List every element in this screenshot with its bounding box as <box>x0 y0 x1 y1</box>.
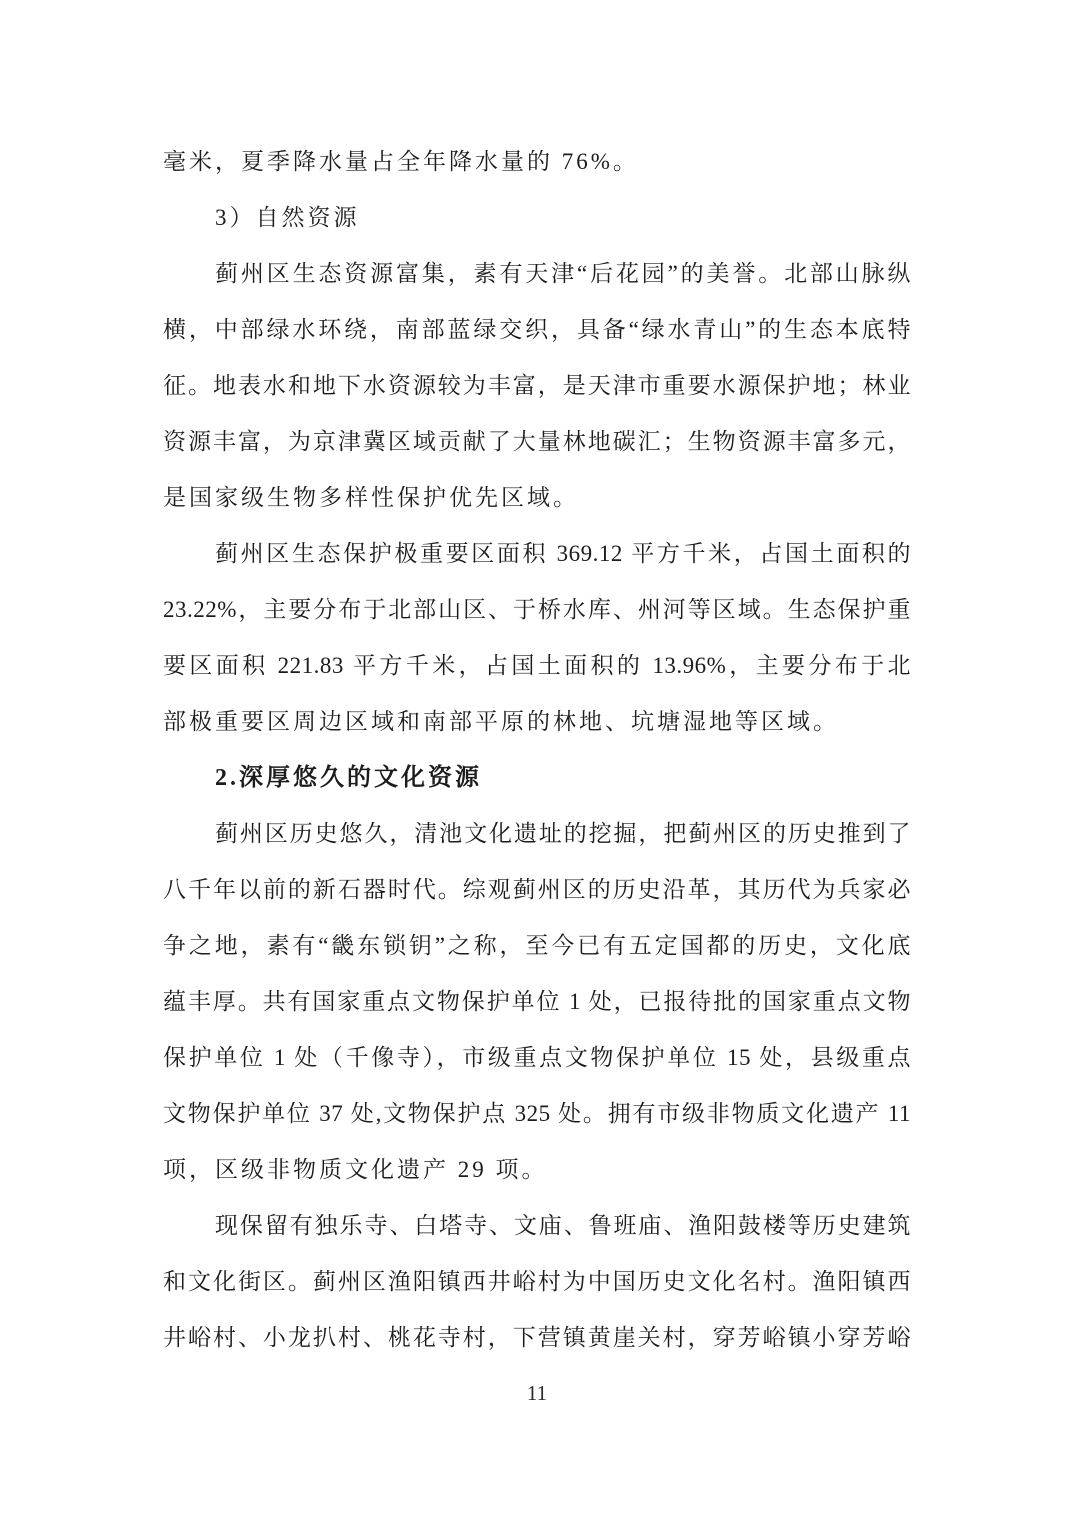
text-line-para-first: 蓟州区历史悠久，清池文化遗址的挖掘，把蓟州区的历史推到了 <box>215 821 911 846</box>
text-line-body: 争之地，素有“畿东锁钥”之称，至今已有五定国都的历史，文化底 <box>163 933 911 958</box>
text-line-para-end: 毫米，夏季降水量占全年降水量的 76%。 <box>163 149 639 174</box>
text-line-body: 23.22%，主要分布于北部山区、于桥水库、州河等区域。生态保护重 <box>163 597 911 622</box>
text-line-subheading: 3）自然资源 <box>215 205 360 230</box>
text-line-body: 资源丰富，为京津冀区域贡献了大量林地碳汇；生物资源丰富多元， <box>163 429 911 454</box>
text-line-body: 蕴丰厚。共有国家重点文物保护单位 1 处，已报待批的国家重点文物 <box>163 989 911 1014</box>
text-line-body: 八千年以前的新石器时代。综观蓟州区的历史沿革，其历代为兵家必 <box>163 877 911 902</box>
text-line-body: 文物保护单位 37 处,文物保护点 325 处。拥有市级非物质文化遗产 11 <box>163 1101 911 1126</box>
text-line-body: 要区面积 221.83 平方千米，占国土面积的 13.96%，主要分布于北 <box>163 653 911 678</box>
text-line-body: 和文化街区。蓟州区渔阳镇西井峪村为中国历史文化名村。渔阳镇西 <box>163 1269 911 1294</box>
text-line-para-end: 部极重要区周边区域和南部平原的林地、坑塘湿地等区域。 <box>163 709 839 734</box>
text-line-para-first: 蓟州区生态保护极重要区面积 369.12 平方千米，占国土面积的 <box>215 541 911 566</box>
text-line-heading: 2.深厚悠久的文化资源 <box>215 765 482 791</box>
text-line-para-first: 现保留有独乐寺、白塔寺、文庙、鲁班庙、渔阳鼓楼等历史建筑 <box>215 1213 911 1238</box>
text-line-body: 横，中部绿水环绕，南部蓝绿交织，具备“绿水青山”的生态本底特 <box>163 317 911 342</box>
text-line-para-end: 项，区级非物质文化遗产 29 项。 <box>163 1157 548 1182</box>
text-line-body: 保护单位 1 处（千像寺），市级重点文物保护单位 15 处，县级重点 <box>163 1045 911 1070</box>
text-line-para-end: 是国家级生物多样性保护优先区域。 <box>163 485 579 510</box>
page-number: 11 <box>526 1381 548 1405</box>
text-line-body: 征。地表水和地下水资源较为丰富，是天津市重要水源保护地；林业 <box>163 373 911 398</box>
document-body <box>163 134 911 1366</box>
text-line-para-first: 蓟州区生态资源富集，素有天津“后花园”的美誉。北部山脉纵 <box>215 261 911 286</box>
text-line-body: 井峪村、小龙扒村、桃花寺村，下营镇黄崖关村，穿芳峪镇小穿芳峪 <box>163 1325 911 1350</box>
